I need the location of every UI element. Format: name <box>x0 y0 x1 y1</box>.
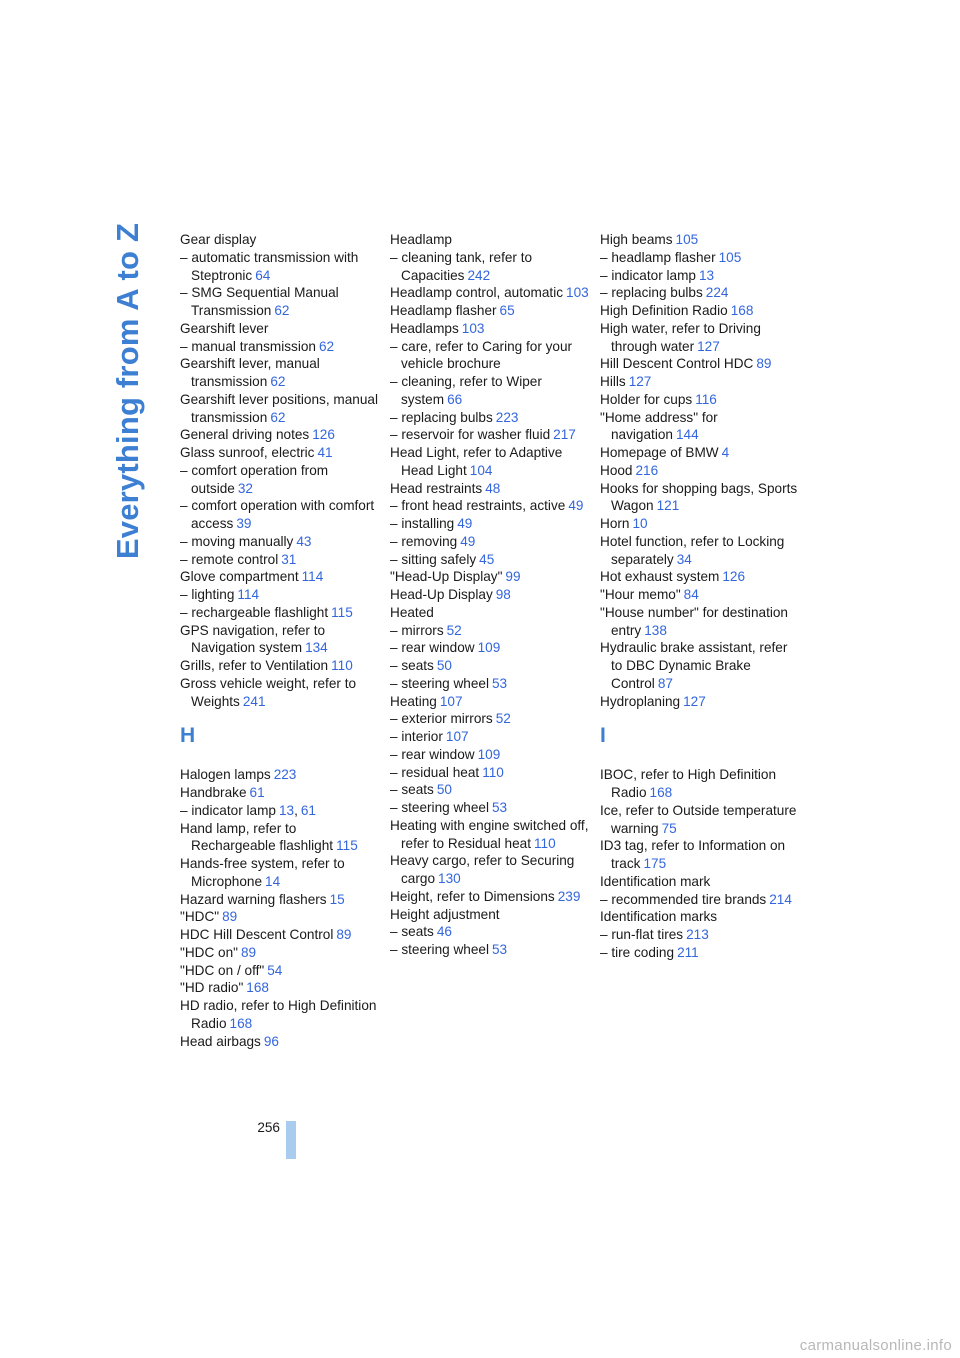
index-entry-text: – run-flat tires <box>600 927 684 942</box>
index-entry-text: Glove compartment <box>180 569 299 585</box>
index-entry <box>390 923 590 941</box>
index-entry-text: – steering wheel <box>390 675 489 691</box>
index-entry <box>390 941 590 959</box>
index-entry-text: – cleaning, refer to Wiper system <box>390 374 542 407</box>
page-link[interactable]: 242 <box>467 267 491 283</box>
index-entry-text: Homepage of BMW <box>600 445 719 460</box>
page-link[interactable]: 53 <box>492 942 508 957</box>
index-entry-text: Headlamp flasher <box>390 303 497 318</box>
index-entry <box>390 426 590 444</box>
page-link[interactable]: 115 <box>331 604 353 620</box>
index-entry-text: Halogen lamps <box>180 767 271 783</box>
index-entry <box>390 551 590 569</box>
section-letter: I <box>600 724 606 748</box>
index-entry-text: – cleaning tank, refer to Capacities <box>390 249 533 283</box>
page-link[interactable]: 62 <box>319 338 335 354</box>
index-entry <box>390 888 590 906</box>
index-entry <box>600 586 800 604</box>
page-link[interactable]: 103 <box>566 285 589 301</box>
index-entry-text: – headlamp flasher <box>600 249 716 265</box>
index-entry <box>600 320 800 356</box>
page-link[interactable]: 126 <box>722 569 746 585</box>
index-entry-text: – rear window <box>390 746 475 762</box>
index-entry-text: Headlamps <box>390 320 459 336</box>
index-entry-text: Hazard warning flashers <box>180 891 327 907</box>
index-entry <box>390 320 590 338</box>
index-entry <box>180 997 380 1033</box>
index-entry <box>390 533 590 551</box>
index-entry <box>600 302 800 320</box>
index-entry <box>600 373 800 391</box>
page-link[interactable]: 223 <box>273 767 297 783</box>
page-link[interactable]: 75 <box>661 820 677 836</box>
index-entry-text: – rear window <box>390 640 475 656</box>
page-link[interactable]: 41 <box>317 445 333 460</box>
index-entry <box>600 409 800 445</box>
index-entry <box>180 784 380 802</box>
index-entry <box>390 480 590 498</box>
index-entry-text: Gross vehicle weight, refer to Weights <box>180 675 357 709</box>
page-link[interactable]: 103 <box>461 320 485 336</box>
index-entry-text: Height, refer to Dimensions <box>390 888 555 904</box>
index-entry-text: Hands-free system, refer to Microphone <box>180 856 345 889</box>
index-entry <box>180 604 380 622</box>
page-link[interactable]: 54 <box>267 962 283 978</box>
index-entry <box>180 944 380 962</box>
index-entry: – indicator lamp 13, 61 <box>180 802 316 818</box>
index-entry-text: – mirrors <box>390 622 444 638</box>
page-link[interactable]: 110 <box>533 835 556 851</box>
index-entry-text: Gearshift lever, manual transmission <box>180 356 320 389</box>
index-entry <box>390 249 590 285</box>
page-link[interactable]: 46 <box>436 924 452 940</box>
index-entry-text: – reservoir for washer fluid <box>390 427 551 443</box>
index-entry <box>390 409 590 427</box>
index-entry-text: Horn <box>600 516 630 531</box>
index-entry-text: Heavy cargo, refer to Securing cargo <box>390 853 575 886</box>
page-link[interactable]: 13 <box>698 267 715 283</box>
index-entry-text: GPS navigation, refer to Navigation system <box>180 622 326 656</box>
index-entry-text: Heating with engine switched off, refer to Residual heat <box>390 817 589 851</box>
page-link[interactable]: 241 <box>242 693 266 709</box>
page-link[interactable]: 211 <box>677 944 699 960</box>
index-entry <box>600 802 800 838</box>
index-entry-text: Headlamp control, automatic <box>390 285 564 301</box>
page-link[interactable]: 89 <box>336 927 352 942</box>
index-entry-text: High Definition Radio <box>600 303 728 318</box>
page-link[interactable]: 43 <box>296 533 312 549</box>
index-column-3 <box>600 231 800 962</box>
index-entry <box>180 284 380 320</box>
index-entry <box>600 391 800 409</box>
index-entry-text: – seats <box>390 658 434 673</box>
index-entry-text: – lighting <box>180 587 235 602</box>
index-entry <box>600 908 800 926</box>
index-entry <box>600 515 800 533</box>
index-entry <box>390 675 590 693</box>
index-entry <box>180 444 380 462</box>
page-link[interactable]: 144 <box>675 427 699 443</box>
index-entry-text: – rechargeable flashlight <box>180 604 329 620</box>
index-entry <box>390 515 590 533</box>
index-entry <box>600 693 800 711</box>
page-link[interactable]: 138 <box>644 622 667 638</box>
index-entry-text: High water, refer to Driving through water <box>600 320 761 354</box>
index-entry <box>600 926 800 944</box>
index-entry-text: "Hour memo" <box>600 587 681 602</box>
index-entry <box>600 284 800 302</box>
index-entry <box>600 480 800 516</box>
index-entry-text: Height adjustment <box>390 906 500 922</box>
index-entry-text: Head-Up Display <box>390 587 493 602</box>
page-link[interactable]: 110 <box>482 764 504 780</box>
index-entry-text: – installing <box>390 516 455 531</box>
index-entry-text: Hooks for shopping bags, Sports Wagon <box>600 480 798 514</box>
index-entry <box>390 764 590 782</box>
index-entry-text: Headlamp <box>390 232 452 247</box>
index-entry <box>180 1033 380 1051</box>
page-link[interactable]: 62 <box>270 409 286 425</box>
index-entry <box>180 766 380 784</box>
page-link[interactable]: 39 <box>236 516 252 531</box>
index-entry <box>390 817 590 853</box>
index-entry <box>390 710 590 728</box>
page-link[interactable]: 127 <box>683 693 706 709</box>
index-entry <box>600 267 800 285</box>
page-link[interactable]: 98 <box>495 587 511 602</box>
index-entry <box>180 908 380 926</box>
page-link[interactable]: 13 <box>278 802 295 818</box>
index-entry-text: Hydraulic brake assistant, refer to DBC Dynamic Brake Control <box>600 640 788 691</box>
page-link[interactable]: 114 <box>237 587 260 602</box>
index-entry-text: – interior <box>390 729 443 744</box>
index-entry <box>390 852 590 888</box>
page-link[interactable]: 217 <box>553 427 576 443</box>
page-link[interactable]: 64 <box>255 267 271 283</box>
index-entry <box>390 444 590 480</box>
page-link[interactable]: 62 <box>270 374 286 389</box>
index-entry-text: Hotel function, refer to Locking separately <box>600 533 785 567</box>
page-link[interactable]: 114 <box>301 569 324 585</box>
page-link[interactable]: 96 <box>263 1033 279 1049</box>
page-link[interactable]: 127 <box>697 338 720 354</box>
index-entry-text: Hood <box>600 462 633 478</box>
index-entry-text: – residual heat <box>390 764 480 780</box>
index-entry <box>600 462 800 480</box>
index-entry-text: – manual transmission <box>180 338 316 354</box>
index-entry <box>180 426 380 444</box>
index-entry-text: – remote control <box>180 551 279 567</box>
page-link[interactable]: 104 <box>469 462 493 478</box>
index-entry <box>390 799 590 817</box>
index-entry <box>180 657 380 675</box>
page-link[interactable]: 31 <box>281 551 297 567</box>
page-link[interactable]: 115 <box>336 838 358 854</box>
index-entry-text: – steering wheel <box>390 942 489 957</box>
index-entry-text: – moving manually <box>180 533 294 549</box>
page-link[interactable]: 216 <box>635 462 659 478</box>
index-entry <box>390 746 590 764</box>
index-entry-text: HDC Hill Descent Control <box>180 927 334 942</box>
page-link[interactable]: 65 <box>499 303 515 318</box>
index-entry <box>390 497 590 515</box>
page-link[interactable]: 49 <box>460 533 476 549</box>
index-entry <box>180 533 380 551</box>
page-link[interactable]: 89 <box>241 944 257 960</box>
page-link[interactable]: 52 <box>495 711 511 727</box>
index-entry-text: – SMG Sequential Manual Transmission <box>180 285 339 318</box>
index-entry-text: Ice, refer to Outside temperature warning <box>600 802 797 836</box>
index-entry <box>180 820 380 856</box>
page-link[interactable]: 84 <box>683 587 699 602</box>
index-entry-text: Hill Descent Control HDC <box>600 356 754 372</box>
index-entry <box>390 338 590 374</box>
page-link[interactable]: 121 <box>656 498 680 514</box>
page-link[interactable]: 87 <box>657 675 673 691</box>
index-entry-text: – indicator lamp <box>600 267 696 283</box>
index-entry-text: – tire coding <box>600 944 675 960</box>
watermark: carmanualsonline.info <box>799 1337 952 1354</box>
index-entry <box>600 766 800 802</box>
index-entry-text: Hills <box>600 374 626 389</box>
page-link[interactable]: 110 <box>331 658 353 673</box>
index-entry <box>180 568 380 586</box>
index-entry-text: "HDC on / off" <box>180 962 265 978</box>
page-link[interactable]: 168 <box>229 1015 253 1031</box>
page-link[interactable]: 89 <box>222 909 238 925</box>
index-entry-text: – removing <box>390 533 458 549</box>
index-entry <box>390 693 590 711</box>
index-entry-text: Head restraints <box>390 480 483 496</box>
index-entry <box>180 675 380 711</box>
page-link[interactable]: 34 <box>676 551 692 567</box>
index-entry-text: HD radio, refer to High Definition Radio <box>180 998 377 1031</box>
index-entry-text: Holder for cups <box>600 391 693 407</box>
index-entry <box>180 962 380 980</box>
index-entry <box>600 355 800 373</box>
page-link[interactable]: 213 <box>686 927 709 942</box>
section-letter: H <box>180 724 196 748</box>
index-entry <box>180 891 380 909</box>
page-link[interactable]: 126 <box>312 427 335 443</box>
page-link[interactable]: 239 <box>557 888 581 904</box>
index-entry-text: Identification mark <box>600 873 711 889</box>
index-entry <box>600 944 800 962</box>
page-link[interactable]: 134 <box>305 640 328 656</box>
page-link[interactable]: 109 <box>477 746 501 762</box>
index-entry-text: "House number" for destination entry <box>600 604 788 638</box>
index-entry-text: Head airbags <box>180 1033 261 1049</box>
index-entry <box>390 302 590 320</box>
index-entry-text: – comfort operation from outside <box>180 462 329 496</box>
page-link[interactable]: 109 <box>477 640 501 656</box>
page-link[interactable]: 99 <box>505 569 521 585</box>
page-link[interactable]: 53 <box>492 675 508 691</box>
index-entry <box>180 320 380 338</box>
page-number: 256 <box>257 1120 280 1135</box>
page-link[interactable]: 116 <box>695 391 717 407</box>
index-entry-text: General driving notes <box>180 427 310 443</box>
page-link[interactable]: 49 <box>457 516 473 531</box>
index-entry <box>180 249 380 285</box>
index-entry <box>180 462 380 498</box>
page-link[interactable]: 168 <box>730 303 754 318</box>
index-entry-text: Hot exhaust system <box>600 569 720 585</box>
index-entry <box>390 373 590 409</box>
index-entry-text: Gear display <box>180 232 257 247</box>
page-link[interactable]: 168 <box>649 785 673 800</box>
index-entry-text: Grills, refer to Ventilation <box>180 658 329 673</box>
page-link[interactable]: 61 <box>300 802 316 818</box>
index-entry <box>390 586 590 604</box>
page-link[interactable]: 53 <box>492 800 508 815</box>
index-entry <box>600 604 800 640</box>
index-entry-text: – comfort operation with comfort access <box>180 498 375 531</box>
index-entry <box>180 855 380 891</box>
index-entry-text: "Home address" for navigation <box>600 409 718 443</box>
index-entry <box>600 444 800 462</box>
index-entry-text: Handbrake <box>180 785 247 800</box>
index-entry <box>390 568 590 586</box>
index-entry <box>600 837 800 873</box>
index-entry-text: Hand lamp, refer to Rechargeable flashlight <box>180 820 334 854</box>
index-entry-text: IBOC, refer to High Definition Radio <box>600 767 777 800</box>
index-entry <box>390 231 590 249</box>
page-link[interactable]: 105 <box>718 249 742 265</box>
index-entry <box>390 622 590 640</box>
page-link[interactable]: 49 <box>568 498 584 514</box>
index-entry-text: – sitting safely <box>390 551 477 567</box>
index-entry-text: – front head restraints, active <box>390 498 566 514</box>
index-entry-text: "HDC on" <box>180 944 238 960</box>
index-entry <box>390 657 590 675</box>
page-link[interactable]: 48 <box>485 480 501 496</box>
page-link[interactable]: 52 <box>446 622 462 638</box>
index-entry <box>180 355 380 391</box>
index-entry <box>390 781 590 799</box>
index-entry-text: Glass sunroof, electric <box>180 445 315 460</box>
page-link[interactable]: 127 <box>628 374 652 389</box>
side-section-title-text: Everything from A to Z <box>110 222 145 560</box>
page-link[interactable]: 50 <box>436 782 452 798</box>
page-link[interactable]: 61 <box>249 785 265 800</box>
index-column-1 <box>180 231 380 1050</box>
page-link[interactable]: 10 <box>632 516 648 531</box>
index-entry <box>180 338 380 356</box>
index-entry <box>600 891 800 909</box>
index-entry-text: – replacing bulbs <box>390 409 493 425</box>
page-link[interactable]: 4 <box>721 445 730 460</box>
page-link[interactable]: 14 <box>265 873 281 889</box>
page-link[interactable]: 32 <box>237 480 253 496</box>
index-entry <box>180 497 380 533</box>
index-entry-text: ID3 tag, refer to Information on track <box>600 838 786 871</box>
page-link[interactable]: 62 <box>274 303 290 318</box>
page-link[interactable]: 50 <box>436 658 452 673</box>
index-entry <box>600 249 800 267</box>
page-link[interactable]: 45 <box>479 551 495 567</box>
page-link[interactable]: 214 <box>769 891 792 907</box>
index-entry-text: – replacing bulbs <box>600 285 703 301</box>
index-entry-text: – seats <box>390 782 434 798</box>
page-link[interactable]: 89 <box>756 356 772 372</box>
index-entry-text: – indicator lamp <box>180 802 276 818</box>
index-entry <box>390 284 590 302</box>
index-entry-text: – exterior mirrors <box>390 711 493 727</box>
index-entry <box>180 926 380 944</box>
index-entry <box>180 551 380 569</box>
index-entry-text: Heated <box>390 604 434 620</box>
page-link[interactable]: 15 <box>329 891 345 907</box>
page-link[interactable]: 224 <box>705 285 729 301</box>
index-entry <box>180 231 380 249</box>
page-link[interactable]: 105 <box>675 232 699 247</box>
page-link[interactable]: 130 <box>438 871 461 886</box>
page-link[interactable]: 223 <box>495 409 519 425</box>
page-link[interactable]: 107 <box>445 729 469 744</box>
index-entry <box>600 873 800 891</box>
page-tab-bar <box>286 1121 296 1159</box>
index-entry-text: Identification marks <box>600 909 718 925</box>
page-link[interactable]: 175 <box>643 856 667 871</box>
index-entry-text: "Head-Up Display" <box>390 569 503 585</box>
index-column-2 <box>390 231 590 959</box>
index-entry <box>600 231 800 249</box>
index-entry-text: – recommended tire brands <box>600 891 767 907</box>
index-entry-text: High beams <box>600 232 673 247</box>
page-link[interactable]: 66 <box>447 391 463 407</box>
index-entry-text: Heating <box>390 693 437 709</box>
side-section-title <box>98 222 158 560</box>
index-entry <box>390 906 590 924</box>
index-entry <box>180 391 380 427</box>
index-entry-text: – steering wheel <box>390 800 489 815</box>
index-entry-text: – care, refer to Caring for your vehicle brochure <box>390 338 573 372</box>
index-entry <box>390 604 590 622</box>
index-entry-text: Hydroplaning <box>600 693 681 709</box>
index-entry-text: – automatic transmission with Steptronic <box>180 249 359 283</box>
index-entry <box>180 979 380 997</box>
index-entry-text: Head Light, refer to Adaptive Head Light <box>390 445 563 478</box>
index-entry-text: Gearshift lever <box>180 320 269 336</box>
index-entry-text: "HD radio" <box>180 980 244 996</box>
index-entry <box>390 728 590 746</box>
index-entry-text: Gearshift lever positions, manual transmission <box>180 391 378 425</box>
index-entry <box>600 639 800 692</box>
page-link[interactable]: 107 <box>439 693 463 709</box>
index-entry <box>390 639 590 657</box>
index-entry-text: "HDC" <box>180 909 220 925</box>
index-entry-text: – seats <box>390 924 434 940</box>
index-entry <box>600 533 800 569</box>
index-entry <box>180 586 380 604</box>
index-entry <box>600 568 800 586</box>
index-entry <box>180 622 380 658</box>
page-link[interactable]: 168 <box>246 980 269 996</box>
